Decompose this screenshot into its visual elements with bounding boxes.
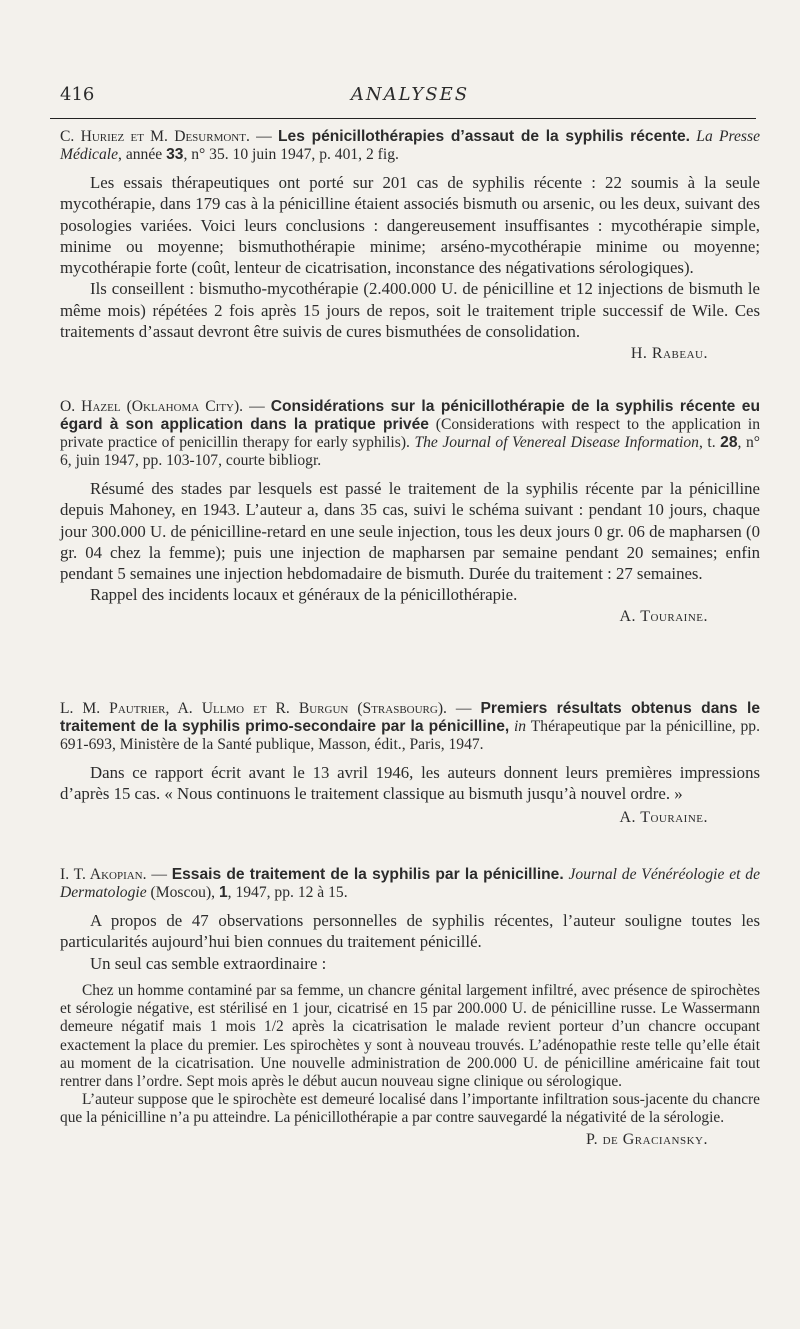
article-title: Essais de traitement de la syphilis par la pénicilline. — [171, 866, 564, 883]
authors: L. M. Pautrier, A. Ullmo et R. Burgun (Strasbourg). — [60, 700, 447, 717]
volume: 28 — [720, 434, 738, 451]
citation-details: , 1947, pp. 12 à 15. — [227, 884, 348, 901]
article-pautrier — [60, 700, 760, 827]
paragraph: Résumé des stades par lesquels est passé le traitement de la syphilis récente par la pénicilline depuis Mahoney, en 1943. L’auteur a, dans 35 cas, suivi le schéma suivant : pendant 10 jours, chaque jour 300.000 U. de pénicilline-retard en une seule injection, tous les deux jours 0 gr. 06 de mapharsen (0 gr. 04 chez la femme); puis une injection de mapharsen par semaine pendant 20 semaines; enfin pendant 5 semaines une injection hebdomadaire de bismuth. Durée du traitement : 27 semaines. — [60, 479, 760, 584]
citation-details: , n° 35. 10 juin 1947, p. 401, 2 fig. — [183, 146, 399, 163]
citation — [60, 128, 760, 164]
dash: — — [243, 398, 271, 415]
journal-name: The Journal of Venereal Disease Information — [414, 434, 699, 451]
page-number: 416 — [60, 84, 95, 105]
journal-name: Journal de Vénéréologie et de Dermatologie — [60, 866, 760, 901]
paragraph: Dans ce rapport écrit avant le 13 avril 1946, les auteurs donnent leurs premières impressions d’après 15 cas. « Nous continuons le traitement classique au bismuth jusqu’à nouvel ordre. » — [60, 763, 760, 804]
citation — [60, 398, 760, 470]
article-subtitle: (Considerations with respect to the application in private practice of penicillin therapy for early syphilis). — [60, 416, 760, 451]
paragraph: Rappel des incidents locaux et généraux de la pénicillothérapie. — [90, 585, 518, 605]
signature: H. Rabeau. — [630, 345, 708, 363]
signature: P. de Graciansky. — [585, 1130, 708, 1148]
header-rule — [50, 118, 756, 119]
signature: A. Touraine. — [619, 607, 708, 625]
citation-source: Thérapeutique par la pénicilline, pp. 691-693, Ministère de la Santé publique, Masson, édit., Paris, 1947. — [60, 718, 760, 753]
citation — [60, 866, 760, 902]
article-title: Considérations sur la pénicillothérapie de la syphilis récente eu égard à son application dans la pratique privée — [60, 398, 760, 433]
in-word: in — [509, 718, 531, 735]
article-hazel — [60, 398, 760, 626]
signature: A. Touraine. — [619, 808, 708, 826]
authors: I. T. Akopian. — [60, 866, 147, 883]
authors: C. Huriez et M. Desurmont. — [60, 128, 250, 145]
dash: — — [249, 128, 278, 145]
article-akopian — [60, 866, 760, 1149]
dash: — — [146, 866, 172, 883]
citation-details: , n° 6, juin 1947, pp. 103-107, courte bibliogr. — [60, 434, 760, 469]
paragraph: A propos de 47 observations personnelles de syphilis récentes, l’auteur souligne toutes les particularités aujourd’hui bien connues du traitement pénicillé. — [60, 911, 760, 952]
page-header — [60, 84, 760, 114]
citation — [60, 700, 760, 754]
running-title: ANALYSES — [350, 84, 470, 105]
dash: — — [446, 700, 481, 717]
article-title: Premiers résultats obtenus dans le traitement de la syphilis primo-secondaire par la pénicilline, — [60, 700, 760, 735]
authors: O. Hazel (Oklahoma City). — [60, 398, 244, 415]
paragraph: Les essais thérapeutiques ont porté sur 201 cas de syphilis récente : 22 soumis à la seule mycothérapie, dans 179 cas à la pénicilline étaient associés bismuth ou arsenic, ou les deux, suivant des posologies variées. Voici leurs conclusions : dangereusement insuffisantes : mycothérapie simple, minime ou moyenne; bismuthothérapie minime; arséno-mycothérapie minime ou moyenne; mycothérapie forte (coût, lenteur de cicatrisation, inconstance des négativations sérologiques). — [60, 173, 760, 278]
journal-name: La Presse Médicale — [60, 128, 760, 163]
case-paragraph: Chez un homme contaminé par sa femme, un chancre génital largement infiltré, avec présence de spirochètes et sérologie négative, est stérilisé en 1 jour, cicatrisé en 15 par 200.000 U. de pénicilline russe. Le Wassermann demeure négatif mais 1 mois 1/2 après la cicatrisation le malade revient porteur d’un chancre occupant exactement la place du premier. Les spirochètes y sont à nouveau trouvés. L’adénopathie reste telle qu’elle était au moment de la cicatrisation. Une nouvelle administration de 200.000 U. de pénicilline américaine fait tout rentrer dans l’ordre. Sept mois après le début aucun nouveau signe clinique ou sérologique. — [60, 981, 760, 1090]
case-paragraph: L’auteur suppose que le spirochète est demeuré localisé dans l’importante infiltration sous-jacente du chancre que la pénicilline n’a pu atteindre. La pénicillothérapie a par contre sauvegardé la négativité de la sérologie. — [60, 1091, 760, 1127]
volume: 1 — [218, 884, 228, 901]
journal-place: (Moscou), — [146, 884, 219, 901]
paragraph: Ils conseillent : bismutho-mycothérapie (2.400.000 U. de pénicilline et 12 injections de bismuth le même mois) répétées 2 fois après 15 jours de repos, soit le traitement triple successif de Wile. Ces traitements d’assaut devront être suivis de cures bismuthées de consolidation. — [60, 279, 760, 342]
article-title: Les pénicillothérapies d’assaut de la syphilis récente. — [278, 128, 690, 145]
citation-text: , année — [118, 146, 167, 163]
volume: 33 — [166, 146, 184, 163]
citation-text: , t. — [698, 434, 721, 451]
paragraph: Un seul cas semble extraordinaire : — [90, 953, 327, 973]
article-huriez — [60, 128, 760, 363]
